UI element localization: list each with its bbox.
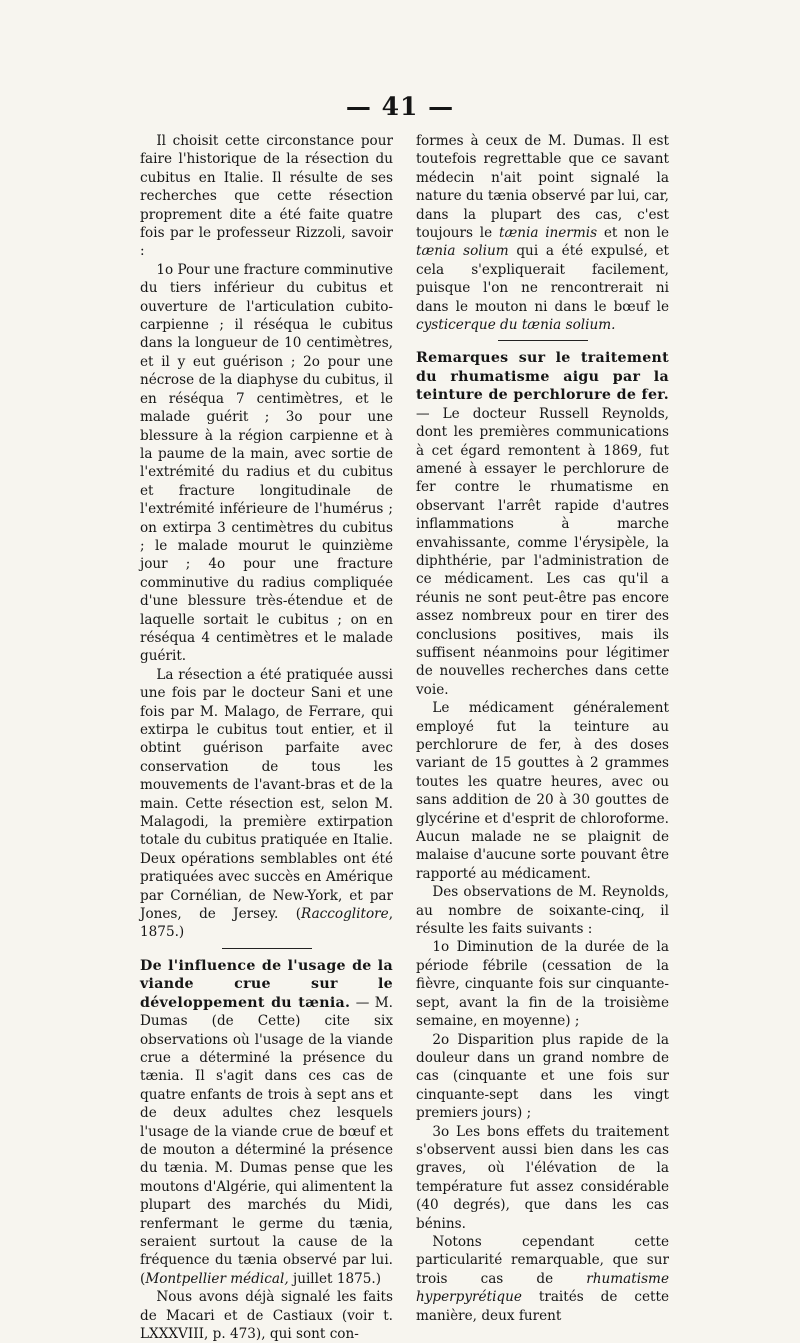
paragraph-text: Notons cependant cette particularité remarquable, que sur trois cas de — [416, 1233, 669, 1287]
source-citation: Raccoglitore — [301, 906, 389, 923]
paragraph-text: La résection a été pratiquée aussi une fois par le docteur Sani et une fois par M. Malago, de Ferrare, qui extirpa le cubitus tout entier, et il obtint guérison parfaite avec conservation de tous les mouvements de l'avant-bras et de la main. Cette résection est, selon M. Malagodi, la première extirpation totale du cubitus pratiquée en Italie. Deux opérations semblables ont été pratiquées avec succès en Amérique par Cornélian, de New-York, et par Jones, de Jersey. — [140, 666, 393, 923]
section-divider — [222, 948, 312, 949]
paragraph-text: qui a été expulsé, et cela s'expliquerait facilement, puisque l'on ne rencontrerait ni dans le mouton ni dans le bœuf le — [416, 243, 669, 315]
paragraph — [140, 666, 393, 942]
source-open: ( — [140, 1270, 146, 1287]
italic-term: rhumatisme hyperpyrétique — [416, 1270, 669, 1306]
source-close: juillet 1875.) — [288, 1270, 382, 1287]
list-item: 3o Les bons effets du traitement s'observent aussi bien dans les cas graves, où l'élévation de la température fut assez considérable (40 degrés), que dans les cas bénins. — [416, 1123, 669, 1232]
section-heading: De l'influence de l'usage de la viande crue sur le développement du tænia. — [140, 957, 393, 1011]
left-column — [140, 132, 393, 1343]
section-divider — [498, 340, 588, 341]
paragraph-text: formes à ceux de M. Dumas. Il est toutefois regrettable que ce savant médecin n'ait point signalé la nature du tænia observé par lui, car, dans la plupart des cas, c'est toujours le — [416, 133, 669, 242]
page-number: — 41 — — [345, 92, 455, 121]
section-intro — [416, 349, 669, 699]
source-close: , 1875.) — [140, 906, 394, 941]
paragraph-continued — [416, 132, 669, 334]
italic-term: tænia solium — [416, 243, 509, 260]
paragraph: 1o Pour une fracture comminutive du tiers inférieur du cubitus et ouverture de l'articulation cubito-carpienne ; il réséqua le cubitus dans la longueur de 10 centimètres, et il y eut guérison ; 2o pour une nécrose de la diaphyse du cubitus, il en réséqua 7 centimètres, et le malade guérit ; 3o pour une blessure à la région carpienne et à la paume de la main, avec sortie de l'extrémité du radius et du cubitus et fracture longitudinale de l'extrémité inférieure de l'humérus ; on extirpa 3 centimètres du cubitus ; le malade mourut le quinzième jour ; 4o pour une fracture comminutive du radius compliquée d'une blessure très-étendue et de laquelle sortait le cubitus ; on en réséqua 4 centimètres et le malade guérit. — [140, 261, 393, 665]
paragraph: Des observations de M. Reynolds, au nombre de soixante-cinq, il résulte les faits suivants : — [416, 884, 669, 938]
source-open: ( — [278, 906, 302, 923]
list-item: 1o Diminution de la durée de la période fébrile (cessation de la fièvre, cinquante fois sur cinquante-sept, avant la fin de la troisième semaine, en moyenne) ; — [416, 939, 669, 1030]
italic-term: tænia inermis — [498, 225, 598, 242]
paragraph — [416, 1233, 669, 1325]
right-column — [416, 132, 669, 1325]
paragraph: Le médicament généralement employé fut la teinture au perchlorure de fer, à des doses variant de 15 gouttes à 2 grammes toutes les quatre heures, avec ou sans addition de 20 à 30 gouttes de glycérine et d'esprit de chloroforme. Aucun malade ne se plaignit de malaise d'aucune sorte pouvant être rapporté au médicament. — [416, 700, 669, 882]
paragraph-text: M. Dumas (de Cette) cite six observations où l'usage de la viande crue a déterminé la présence du tænia. Il s'agit dans ces cas de quatre enfants de trois à sept ans et de deux adultes chez lesquels l'usage de la viande crue de bœuf et de mouton a déterminé la présence du tænia. M. Dumas pense que les moutons d'Algérie, qui alimentent la plupart des marchés du Midi, renfermant le germe du tænia, seraient surtout la cause de la fréquence du tænia observé par lui. — [140, 994, 393, 1269]
list-item: 2o Disparition plus rapide de la douleur dans un grand nombre de cas (cinquante et une fois sur cinquante-sept dans les vingt premiers jours) ; — [416, 1031, 669, 1122]
section-heading: Remarques sur le traitement du rhumatisme aigu par la teinture de perchlorure de fer. — [416, 350, 669, 404]
paragraph-text: traités de cette manière, deux furent — [416, 1289, 669, 1324]
heading-dash: — — [350, 994, 375, 1011]
section-intro — [140, 957, 393, 1288]
heading-dash: — — [416, 405, 443, 422]
italic-term: cysticerque du tænia solium. — [416, 317, 616, 334]
source-citation: Montpellier médical, — [145, 1270, 289, 1287]
paragraph-text: et non le — [597, 225, 669, 242]
paragraph-text: Le docteur Russell Reynolds, dont les premières communications à cet égard remontent à 1869, fut amené à essayer le perchlorure de fer contre le rhumatisme en observant l'arrêt rapide d'autres inflammations à marche envahissante, comme l'érysipèle, la diphthérie, par l'administration de ce médicament. Les cas qu'il a réunis ne sont peut-être pas encore assez nombreux pour en tirer des conclusions positives, mais ils suffisent néanmoins pour légitimer de nouvelles recherches dans cette voie. — [416, 405, 669, 698]
paragraph: Nous avons déjà signalé les faits de Macari et de Castiaux (voir t. LXXXVIII, p. 473), qui sont con- — [140, 1289, 393, 1342]
paragraph: Il choisit cette circonstance pour faire l'historique de la résection du cubitus en Italie. Il résulte de ses recherches que cette résection proprement dite a été faite quatre fois par le professeur Rizzoli, savoir : — [140, 133, 393, 260]
